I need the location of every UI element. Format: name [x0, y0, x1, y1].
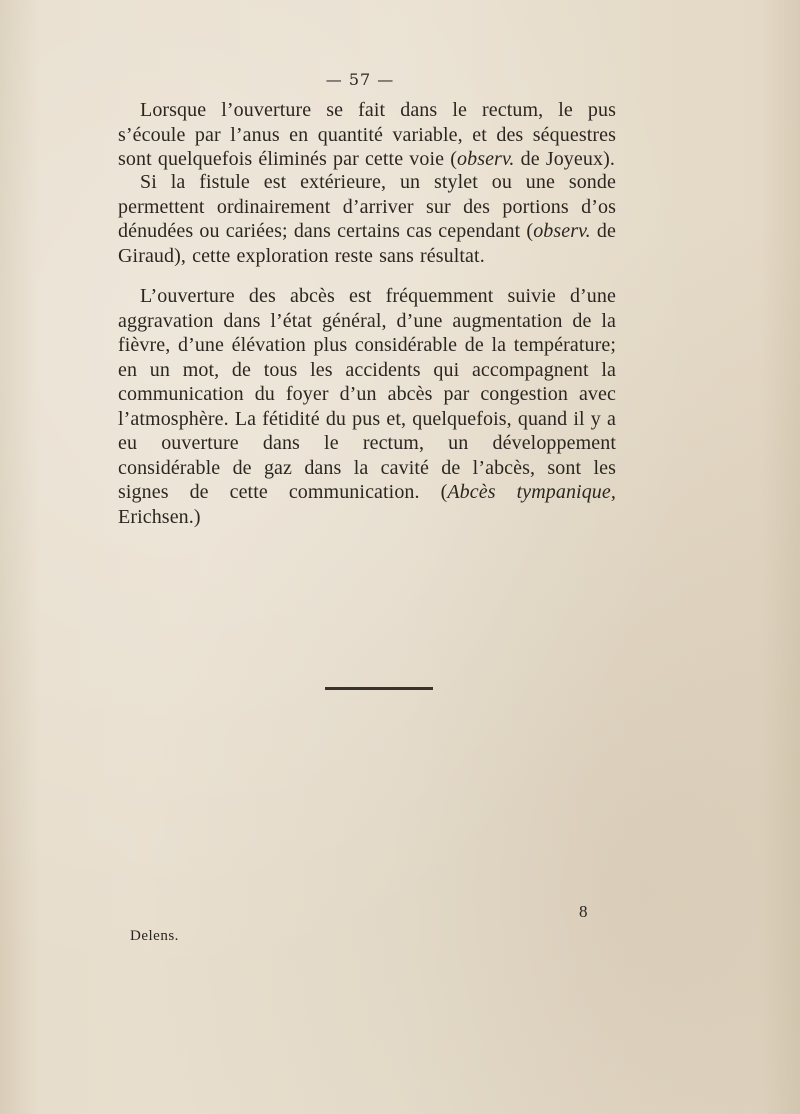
paragraph-body: L’ouverture des abcès est fréquemment suivie d’une aggravation dans l’état général, d’une augmentation de la fièvre, d’une élévation plus considérable de la température; en un mot, de tous les accidents qui accompagnent la communication du foyer d’un abcès par congestion avec l’atmosphère. La fétidité du pus et, quelquefois, quand il y a eu ouverture dans le rectum, un développement considérable de gaz dans la cavité de l’abcès, sont les signes de cette communication. (: [118, 285, 616, 503]
paragraph-text: [118, 98, 616, 172]
paragraph-rectum-opening: [118, 98, 616, 172]
paragraph-tail: de Giraud), cette exploration reste sans résultat.: [118, 220, 616, 267]
paragraph-body: Lorsque l’ouverture se fait dans le rectum, le pus s’écoule par l’anus en quantité variable, et des séquestres sont quelquefois éliminés par cette voie (: [118, 99, 616, 170]
paragraph-italic: observ.: [457, 148, 515, 170]
page-number: — 57 —: [325, 70, 395, 89]
paragraph-body: Si la fistule est extérieure, un stylet ou une sonde permettent ordinairement d’arriver sur des portions d’os dénudées ou cariées; dans certains cas cependant (: [118, 171, 616, 242]
paragraph-external-fistula: [118, 170, 616, 268]
paragraph-text: [118, 284, 616, 529]
section-divider-rule: [325, 687, 433, 690]
paragraph-italic: observ.: [533, 220, 591, 242]
paragraph-text: [118, 170, 616, 268]
signature-number: 8: [579, 902, 588, 921]
paragraph-abscess-opening: [118, 284, 616, 529]
paragraph-italic: Abcès tympanique,: [447, 481, 616, 503]
author-footer: Delens.: [130, 928, 179, 944]
paragraph-tail: de Joyeux).: [514, 148, 615, 170]
paragraph-tail: Erichsen.): [118, 505, 201, 528]
